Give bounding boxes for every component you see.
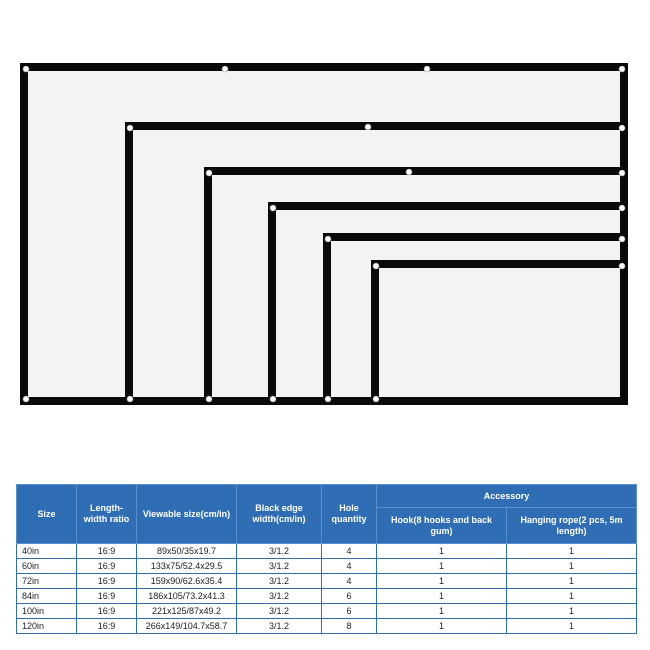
cell-size: 72in [17, 574, 77, 589]
cell-holes: 8 [322, 619, 377, 634]
header-accessory: Accessory [377, 485, 637, 508]
cell-edge: 3/1.2 [237, 559, 322, 574]
cell-hook: 1 [377, 619, 507, 634]
cell-ratio: 16:9 [77, 574, 137, 589]
cell-rope: 1 [507, 589, 637, 604]
cell-viewable: 133x75/52.4x29.5 [137, 559, 237, 574]
cell-rope: 1 [507, 559, 637, 574]
table-row [17, 544, 637, 559]
cell-viewable: 186x105/73.2x41.3 [137, 589, 237, 604]
cell-hook: 1 [377, 589, 507, 604]
cell-rope: 1 [507, 604, 637, 619]
cell-hook: 1 [377, 604, 507, 619]
cell-size: 60in [17, 559, 77, 574]
header-rope: Hanging rope(2 pcs, 5m length) [507, 508, 637, 544]
cell-hook: 1 [377, 559, 507, 574]
cell-holes: 4 [322, 574, 377, 589]
cell-holes: 6 [322, 589, 377, 604]
cell-ratio: 16:9 [77, 604, 137, 619]
header-black-edge: Black edge width(cm/in) [237, 485, 322, 544]
cell-size: 120in [17, 619, 77, 634]
cell-edge: 3/1.2 [237, 619, 322, 634]
cell-holes: 4 [322, 544, 377, 559]
cell-rope: 1 [507, 544, 637, 559]
table-row [17, 574, 637, 589]
cell-edge: 3/1.2 [237, 604, 322, 619]
cell-rope: 1 [507, 619, 637, 634]
cell-ratio: 16:9 [77, 544, 137, 559]
table-row [17, 559, 637, 574]
cell-size: 84in [17, 589, 77, 604]
spec-table [16, 484, 637, 634]
screen-40in [373, 263, 625, 402]
cell-viewable: 89x50/35x19.7 [137, 544, 237, 559]
cell-size: 40in [17, 544, 77, 559]
cell-size: 100in [17, 604, 77, 619]
cell-edge: 3/1.2 [237, 589, 322, 604]
header-size: Size [17, 485, 77, 544]
cell-edge: 3/1.2 [237, 574, 322, 589]
table-row [17, 619, 637, 634]
cell-holes: 6 [322, 604, 377, 619]
table-header-row [17, 485, 637, 508]
cell-viewable: 221x125/87x49.2 [137, 604, 237, 619]
header-ratio: Length-width ratio [77, 485, 137, 544]
cell-edge: 3/1.2 [237, 544, 322, 559]
cell-holes: 4 [322, 559, 377, 574]
cell-hook: 1 [377, 574, 507, 589]
cell-viewable: 266x149/104.7x58.7 [137, 619, 237, 634]
cell-rope: 1 [507, 574, 637, 589]
header-hole: Hole quantity [322, 485, 377, 544]
table-row [17, 604, 637, 619]
table-row [17, 589, 637, 604]
cell-viewable: 159x90/62.6x35.4 [137, 574, 237, 589]
cell-hook: 1 [377, 544, 507, 559]
cell-ratio: 16:9 [77, 619, 137, 634]
cell-ratio: 16:9 [77, 589, 137, 604]
header-hook: Hook(8 hooks and back gum) [377, 508, 507, 544]
cell-ratio: 16:9 [77, 559, 137, 574]
header-viewable: Viewable size(cm/in) [137, 485, 237, 544]
